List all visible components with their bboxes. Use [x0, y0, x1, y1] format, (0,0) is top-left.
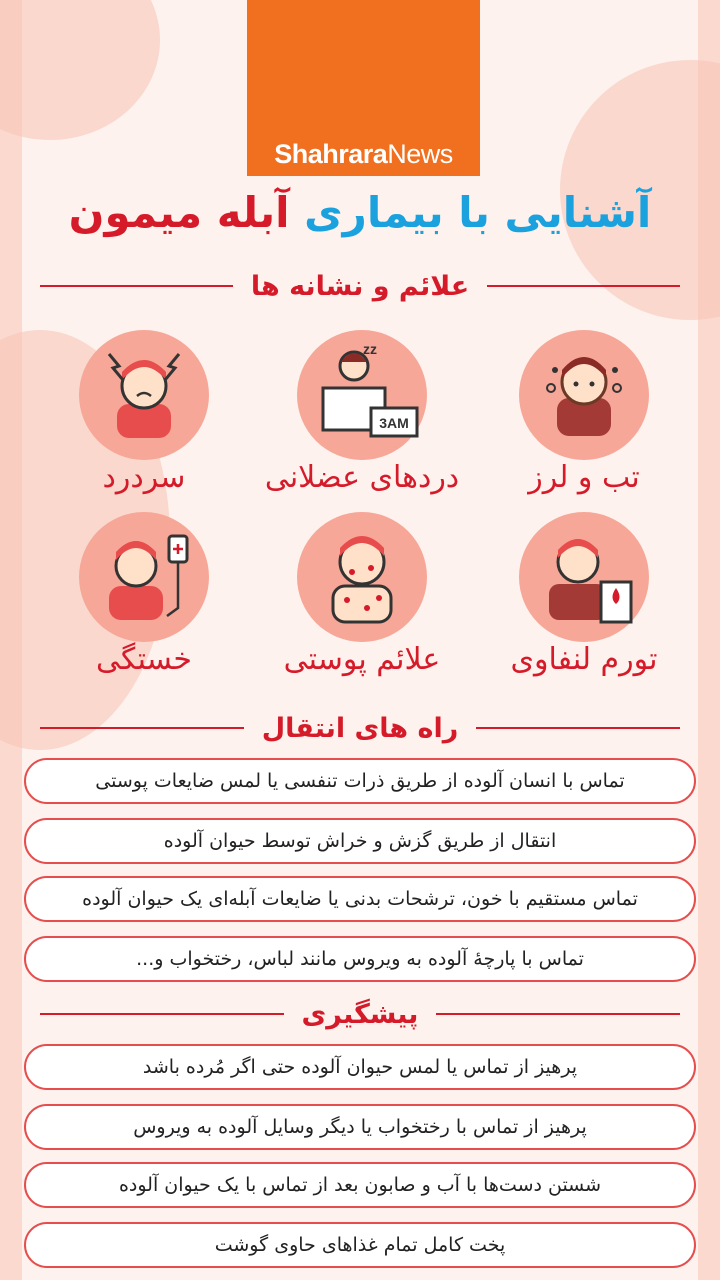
- prevention-item: شستن دست‌ها با آب و صابون بعد از تماس با یک حیوان آلوده: [24, 1162, 696, 1208]
- prevention-item: پرهیز از تماس با رختخواب یا دیگر وسایل آلوده به ویروس: [24, 1104, 696, 1150]
- prevention-item: پخت کامل تمام غذاهای حاوی گوشت: [24, 1222, 696, 1268]
- prevention-heading: پیشگیری: [40, 994, 680, 1034]
- symptoms-heading: علائم و نشانه ها: [40, 266, 680, 306]
- symptom-headache: [44, 330, 244, 510]
- title-part-2: آبله میمون: [68, 188, 290, 237]
- symptom-label: خستگی: [96, 642, 192, 677]
- transmission-item: تماس مستقیم با خون، ترشحات بدنی یا ضایعات آبله‌ای یک حیوان آلوده: [24, 876, 696, 922]
- symptom-label: دردهای عضلانی: [264, 460, 460, 495]
- transmission-item: تماس با انسان آلوده از طریق ذرات تنفسی یا لمس ضایعات پوستی: [24, 758, 696, 804]
- symptom-skin: [262, 512, 462, 692]
- fatigue-icon: [79, 512, 209, 642]
- symptom-fever: [484, 330, 684, 510]
- muscle-pain-icon: [297, 330, 427, 460]
- logo: [247, 0, 480, 176]
- skin-symptoms-icon: [297, 512, 427, 642]
- page-title: [0, 188, 720, 237]
- symptom-muscle-pain: [262, 330, 462, 510]
- logo-text: ShahraraNews: [274, 139, 453, 169]
- fever-chills-icon: [519, 330, 649, 460]
- title-part-1: آشنایی با بیماری: [304, 188, 652, 237]
- transmission-item: تماس با پارچهٔ آلوده به ویروس مانند لباس، رختخواب و...: [24, 936, 696, 982]
- transmission-item: انتقال از طریق گزش و خراش توسط حیوان آلوده: [24, 818, 696, 864]
- symptom-label: تورم لنفاوی: [510, 642, 658, 677]
- symptom-label: تب و لرز: [528, 460, 640, 495]
- symptom-label: سردرد: [102, 460, 186, 495]
- lymph-swelling-icon: [519, 512, 649, 642]
- svg-text:3AM: 3AM: [379, 415, 409, 431]
- symptom-label: علائم پوستی: [283, 642, 441, 677]
- symptom-fatigue: [44, 512, 244, 692]
- svg-text:zz: zz: [363, 341, 377, 357]
- symptom-lymph-swelling: [484, 512, 684, 692]
- prevention-item: پرهیز از تماس یا لمس حیوان آلوده حتی اگر مُرده باشد: [24, 1044, 696, 1090]
- transmission-heading: راه های انتقال: [40, 708, 680, 748]
- headache-icon: [79, 330, 209, 460]
